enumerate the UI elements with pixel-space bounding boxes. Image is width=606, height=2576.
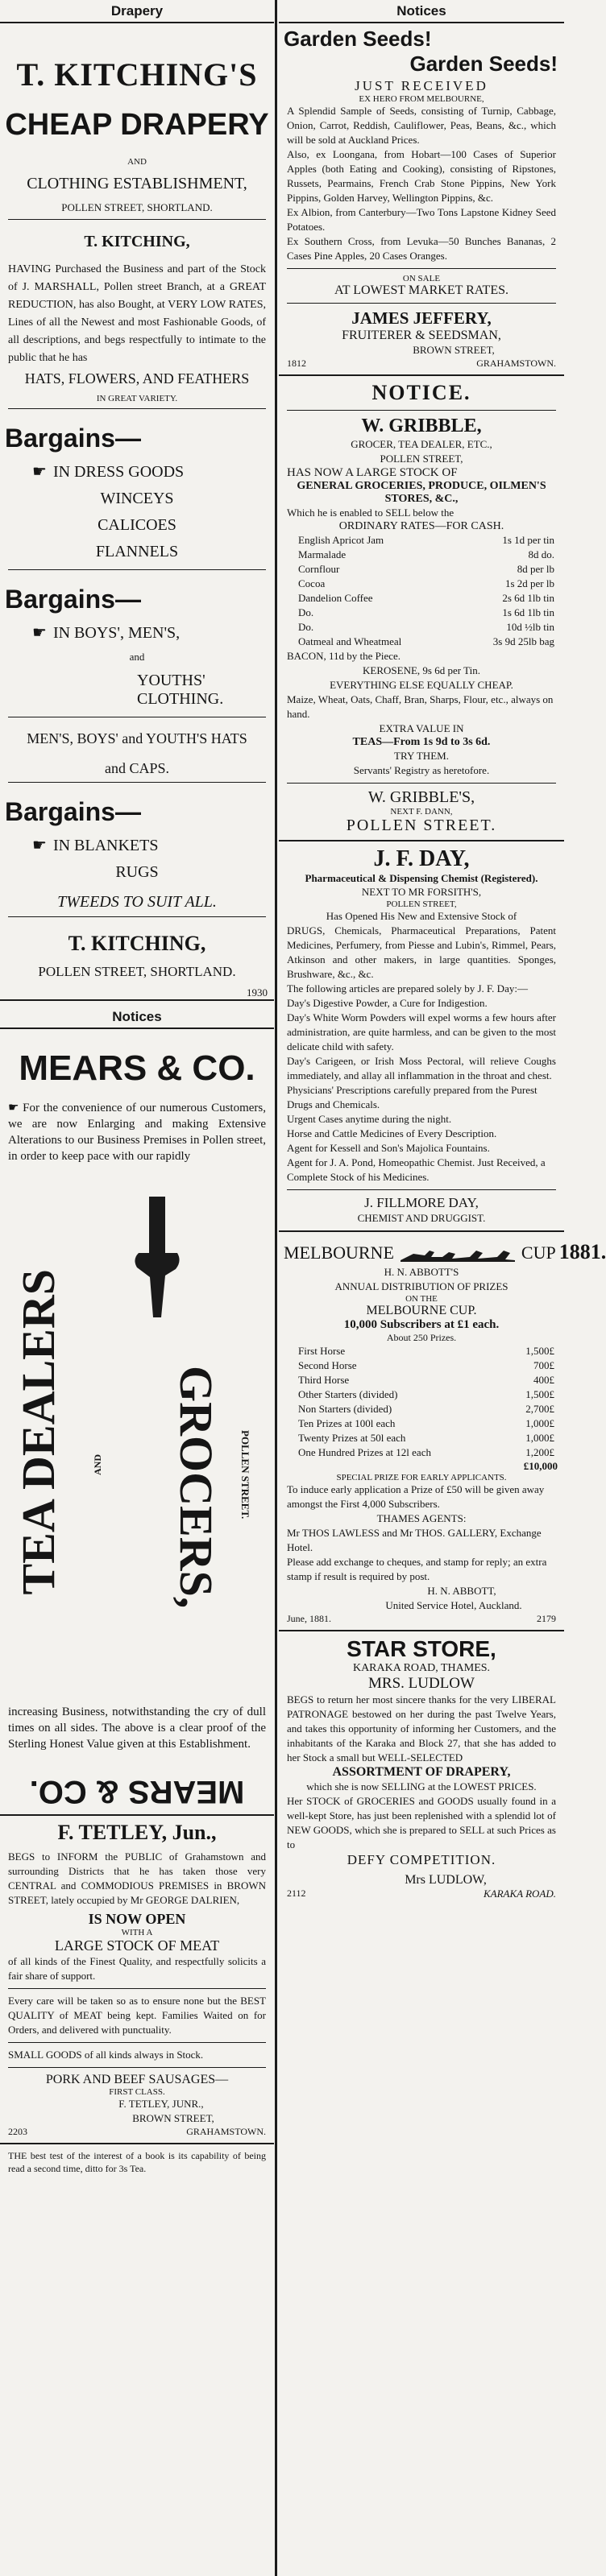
bargains-heading-1: Bargains— [5,424,141,453]
day-trade: Pharmaceutical & Dispensing Chemist (Registered). [305,872,538,884]
advert-number: 2179 [537,1613,556,1625]
prize-row-label: Non Starters (divided) [298,1403,392,1416]
tetley-pork: PORK AND BEEF SAUSAGES— [45,2073,229,2086]
bargain-item: RUGS [115,863,159,881]
price-row-value: 1s 2d per lb [504,577,554,589]
day-following: The following articles are prepared solely by J. F. Day:— [287,982,528,994]
day-body1: DRUGS, Chemicals, Pharmaceutical Preparations, Patent Medicines, Perfumery, from Piesse and Lubin's, Rimmel, Pears, Atkinson and other makers, in large quantities. Sponges, Brushware, &c., &c. [287,924,556,980]
day-opened: Has Opened His New and Extensive Stock of [326,910,517,922]
pointing-hand-icon: ☛ [32,463,47,481]
section-rule [0,1814,274,1816]
section-rule [279,374,564,376]
section-rule [0,2143,274,2144]
kitching-and: AND [127,157,147,167]
price-row-value: 1s 6d 1lb tin [502,606,554,618]
day-advert [279,846,564,1226]
gribble-pollen: POLLEN STREET. [346,817,497,834]
prize-row [279,1387,564,1402]
gribble-street: POLLEN STREET, [380,453,463,465]
tetley-small: SMALL GOODS of all kinds always in Stock. [8,2049,204,2061]
star-road: KARAKA ROAD, THAMES. [352,1662,491,1675]
section-rule [279,840,564,841]
day-p6: Horse and Cattle Medicines of Every Description. [287,1127,497,1139]
tetley-with: WITH A [121,1928,153,1937]
gribble-which: Which he is enabled to SELL below the [287,507,454,519]
bargain-item: FLANNELS [95,543,179,560]
tetley-body2: of all kinds of the Finest Quality, and respectfully solicits a fair share of support. [8,1955,266,1982]
prize-row-label: Ten Prizes at 100l each [298,1417,396,1430]
price-row-label: Do. [298,606,314,618]
price-row-label: Dandelion Coffee [298,592,373,604]
tetley-name: F. TETLEY, Jun., [57,1821,217,1844]
garden-rates: AT LOWEST MARKET RATES. [334,283,508,297]
star-store-advert [279,1636,564,1900]
day-p1: Day's Digestive Powder, a Cure for Indigestion. [287,997,488,1009]
gribble-notice: NOTICE. [371,381,471,404]
cup-title1: MELBOURNE [284,1243,394,1263]
section-rule [279,1630,564,1631]
cup-prize-list [279,1344,564,1460]
kitching-name: T. KITCHING'S [16,56,258,93]
kitching-body: HAVING Purchased the Business and part of the Stock of J. MARSHALL, Pollen street Branch, at a GREAT REDUCTION, has also Bought, at VERY LOW RATES, Lines of all the Newest and most Fashionable Goods, of all descriptions, and begs respectfully to intimate to the public that he has [8,263,266,364]
price-row-value: 8d per lb [517,563,554,575]
price-row-label: Oatmeal and Wheatmeal [298,635,402,647]
tetley-body1: BEGS to INFORM the PUBLIC of Grahamstown and surrounding Districts that he has taken those very CENTRAL and COMMODIOUS PREMISES in BROWN STREET, lately occupied by Mr GEORGE DALRIEN, [8,1850,266,1906]
price-row [279,548,564,562]
day-p8: Agent for J. A. Pond, Homeopathic Chemist. Just Received, a Complete Stock of his Medicines. [287,1156,546,1183]
cup-sig: H. N. ABBOTT, [427,1585,496,1598]
gribble-kerosene: KEROSENE, 9s 6d per Tin. [363,664,480,676]
prize-row [279,1431,564,1445]
garden-body2: Also, ex Loongana, from Hobart—100 Cases of Superior Apples (both Eating and Cooking), consisting of Ripstones, Russets, Pearmains, French Crab Stone Pippins, New York Pippins, Golden Harvey, Wellington Pippins, &c. [287,148,556,204]
price-row-value: 3s 9d 25lb bag [492,635,554,647]
prize-row-value: 1,500£ [525,1388,554,1401]
kitching-variety: IN GREAT VARIETY. [96,394,178,403]
bargain-item: ☛ IN DRESS GOODS [32,463,185,481]
bargain-item: ☛ IN BOYS', MEN'S, [32,624,181,642]
kitching-tweeds: TWEEDS TO SUIT ALL. [57,893,217,911]
star-title: STAR STORE, [347,1636,496,1662]
kitching-caps: and CAPS. [104,760,169,776]
price-row-value: 10d ½lb tin [506,621,554,633]
mears-outro: increasing Business, notwithstanding the cry of dull times on all sides. The above is a clear proof of the Sterling Honest Value given at this Establishment. [8,1706,266,1751]
pointing-hand-icon [129,1197,185,1317]
garden-trade: FRUITERER & SEEDSMAN, [342,329,501,342]
price-row-label: Do. [298,621,314,633]
divider [8,2067,266,2068]
cup-total: £10,000 [523,1460,558,1473]
garden-body3: Ex Albion, from Canterbury—Two Tons Lapstone Kidney Seed Potatoes. [287,206,556,233]
tetley-footer [0,2126,274,2138]
price-row [279,591,564,606]
prize-row [279,1416,564,1431]
prize-row [279,1445,564,1460]
cup-hotel: United Service Hotel, Auckland. [385,1599,522,1612]
cup-special: SPECIAL PRIZE FOR EARLY APPLICANTS. [336,1473,507,1483]
cup-title [279,1240,606,1265]
kitching-footer-addr: POLLEN STREET, SHORTLAND. [38,964,236,979]
kitching-footer-name: T. KITCHING, [68,932,206,955]
day-street: POLLEN STREET, [386,899,457,909]
garden-body4: Ex Southern Cross, from Levuka—50 Bunches Bananas, 2 Cases Pine Apples, 20 Cases Oranges. [287,235,556,262]
kitching-name2: T. KITCHING, [84,233,190,250]
mears-street: POLLEN STREET. [239,1430,251,1520]
gribble-servants: Servants' Registry as heretofore. [353,764,490,776]
cup-footer [279,1613,564,1625]
column-divider [275,0,277,2576]
divider [287,783,556,784]
cup-year: 1881. [558,1240,606,1263]
mears-tea-dealers: TEA DEALERS [12,1269,64,1595]
garden-body1: A Splendid Sample of Seeds, consisting of Turnip, Cabbage, Onion, Carrot, Reddish, Cauliflower, Peas, Beans, &c., which will be sold at Auckland Prices. [287,105,556,146]
divider [8,1988,266,1989]
day-p2: Day's White Worm Powders will expel worms a few hours after administration, are quite harmless, and can be given to the most delicate child with safety. [287,1011,556,1052]
star-sig: Mrs LUDLOW, [405,1873,487,1888]
tetley-advert [0,1821,274,2175]
tetley-body3: Every care will be taken so as to ensure none but the BEST QUALITY of MEAT being kept. Families Waited on for Orders, and delivered with punctuality. [8,1995,266,2036]
garden-h1: Garden Seeds! [284,27,432,51]
right-column [279,0,606,2576]
bargains-heading-2: Bargains— [5,585,141,614]
price-row-value: 1s 1d per tin [502,534,554,546]
section-head-notices: Notices [0,1006,274,1029]
day-name: J. F. DAY, [373,846,470,871]
kitching-menline: MEN'S, BOYS' and YOUTH'S HATS [27,730,247,746]
prize-row-value: 1,500£ [525,1345,554,1358]
garden-street: BROWN STREET, [413,344,495,356]
cup-title2: CUP [521,1243,556,1263]
cup-date: June, 1881. [287,1613,331,1625]
kitching-title: CHEAP DRAPERY [5,108,269,142]
price-row [279,577,564,591]
divider [8,2042,266,2043]
prize-row [279,1344,564,1358]
prize-row-label: Twenty Prizes at 50l each [298,1432,406,1445]
pointing-hand-icon: ☛ [32,837,47,854]
garden-just: JUST RECEIVED [355,78,488,93]
garden-seeds-advert [279,27,564,370]
price-row [279,635,564,649]
mears-grocers: GROCERS, [170,1366,222,1609]
divider [8,916,266,917]
tetley-sig: F. TETLEY, JUNR., [118,2098,204,2110]
cup-on: ON THE [405,1294,438,1305]
bargain-item: YOUTHS' CLOTHING. [137,672,224,708]
gribble-teas: TEAS—From 1s 9d to 3s 6d. [352,736,491,748]
left-column [0,0,274,2576]
price-row [279,562,564,577]
gribble-next: NEXT F. DANN, [390,807,453,817]
advert-number: 2112 [287,1888,306,1900]
tetley-sig3: GRAHAMSTOWN. [186,2126,266,2137]
price-row-label: Marmalade [298,548,347,560]
prize-row-label: One Hundred Prizes at 12l each [298,1446,431,1459]
mears-vertical-block [0,1164,274,1704]
divider [8,569,266,570]
prize-row-value: 1,000£ [525,1417,554,1430]
price-row [279,533,564,548]
price-row-value: 8d do. [528,548,554,560]
garden-footer [279,358,564,370]
garden-town: GRAHAMSTOWN. [476,358,556,369]
tetley-stock: LARGE STOCK OF MEAT [54,1937,220,1954]
gribble-price-list [279,533,564,649]
tetley-open: IS NOW OPEN [88,1911,186,1927]
price-row [279,606,564,620]
section-rule [0,999,274,1001]
mears-intro: ☛ For the convenience of our numerous Customers, we are now Enlarging and making Extensive Alterations to our Business Premises in Pollen street, in order to keep pace with our rapidly [8,1102,267,1163]
star-road2: KARAKA ROAD. [483,1888,556,1900]
prize-row-label: Third Horse [298,1374,350,1387]
star-assort: ASSORTMENT OF DRAPERY, [332,1765,511,1780]
bargain-item: and [129,651,145,663]
day-p5: Urgent Cases anytime during the night. [287,1113,452,1125]
prize-row-value: 1,000£ [525,1432,554,1445]
cup-annual: ANNUAL DISTRIBUTION OF PRIZES [334,1280,508,1293]
cup-abbott: H. N. ABBOTT'S [384,1266,459,1279]
garden-h2: Garden Seeds! [409,52,558,76]
garden-sale: ON SALE [402,274,441,283]
mears-bottom: MEARS & CO. [29,1774,245,1809]
gribble-gribbles: W. GRIBBLE'S, [367,788,475,806]
divider [287,1189,556,1190]
day-p7: Agent for Kessell and Son's Majolica Fountains. [287,1142,490,1154]
advert-number: 2203 [8,2126,27,2137]
prize-row-value: 700£ [533,1359,554,1372]
tea-note: THE best test of the interest of a book is its capability of being read a second time, ditto for 3s Tea. [8,2150,266,2174]
price-row-label: English Apricot Jam [298,534,384,546]
gribble-everything: EVERYTHING ELSE EQUALLY CHEAP. [330,679,513,691]
gribble-maize: Maize, Wheat, Oats, Chaff, Bran, Sharps, Flour, etc., always on hand. [287,693,554,720]
prize-row-label: First Horse [298,1345,346,1358]
pointing-hand-icon: ☛ [32,624,47,642]
gribble-has: HAS NOW A LARGE STOCK OF [287,466,458,479]
prize-row-label: Second Horse [298,1359,357,1372]
gribble-advert [279,381,564,835]
price-row-label: Cocoa [298,577,326,589]
price-row-value: 2s 6d 1lb tin [502,592,554,604]
prize-row [279,1358,564,1373]
divider [8,782,266,783]
divider [287,268,556,269]
section-head-notices: Notices [279,0,564,23]
star-mrs: MRS. LUDLOW [368,1675,475,1693]
divider [287,410,556,411]
star-defy: DEFY COMPETITION. [347,1852,496,1868]
kitching-title3: CLOTHING ESTABLISHMENT, [27,175,247,192]
gribble-trade: GROCER, TEA DEALER, ETC., [351,438,492,450]
racing-horses-icon [397,1246,518,1265]
cup-induce: To induce early application a Prize of £50 will be given away amongst the First 4,000 Subscribers. [287,1483,545,1511]
divider [287,303,556,304]
prize-row-value: 1,200£ [525,1446,554,1459]
cup-please: Please add exchange to cheques, and stamp for reply; an extra stamp if result is required by post. [287,1556,547,1583]
star-which: which she is now SELLING at the LOWEST PRICES. [306,1780,537,1793]
advert-number: 1812 [287,358,306,369]
day-next: NEXT TO MR FORSITH'S, [361,886,482,898]
day-p4: Physicians' Prescriptions carefully prepared from the Purest Drugs and Chemicals. [287,1084,538,1110]
divider [8,219,266,220]
melbourne-cup-advert [279,1240,606,1625]
bargain-item: WINCEYS [100,490,174,507]
kitching-advert [0,56,274,999]
cup-subs: 10,000 Subscribers at £1 each. [343,1318,500,1332]
bargains-heading-3: Bargains— [5,797,141,826]
garden-ex: EX HERO FROM MELBOURNE, [359,94,484,104]
star-footer [279,1888,564,1900]
price-row [279,620,564,635]
divider [8,408,266,409]
mears-title: MEARS & CO. [19,1048,255,1088]
advert-number: 1930 [247,986,268,999]
star-body2: Her STOCK of GROCERIES and GOODS usually found in a well-kept Store, has just been replenished with a splendid lot of NEW GOODS, which she is prepared to SELL at such Prices as to [287,1795,556,1851]
day-sig2: CHEMIST AND DRUGGIST. [357,1212,486,1224]
gribble-terms: TRY THEM. [394,750,449,762]
day-p3: Day's Carigeen, or Irish Moss Pectoral, will relieve Coughs immediately, and allay all inflammation in the throat and chest. [287,1055,556,1081]
gribble-extra: EXTRA VALUE IN [379,722,464,734]
prize-row [279,1402,564,1416]
price-row-label: Cornflour [298,563,340,575]
prize-row-value: 400£ [533,1374,554,1387]
bargain-item: ☛ IN BLANKETS [32,837,159,854]
tetley-sig2: BROWN STREET, [132,2112,214,2124]
cup-thames: THAMES AGENTS: [376,1512,467,1525]
section-head-drapery: Drapery [0,0,274,23]
day-sig: J. FILLMORE DAY, [364,1195,479,1210]
tetley-first: FIRST CLASS. [109,2087,165,2097]
section-rule [279,1230,564,1232]
cup-melbourne: MELBOURNE CUP. [366,1304,477,1318]
bargain-item: CALICOES [98,516,176,534]
gribble-name: W. GRIBBLE, [361,416,482,436]
pointing-hand-icon: ☛ [8,1102,23,1114]
garden-name: JAMES JEFFERY, [351,308,492,328]
mears-and: AND [92,1454,103,1475]
kitching-hats: HATS, FLOWERS, AND FEATHERS [24,370,250,387]
gribble-general: GENERAL GROCERIES, PRODUCE, OILMEN'S STORES, &C., [297,480,546,505]
cup-agents: Mr THOS LAWLESS and Mr THOS. GALLERY, Exchange Hotel. [287,1527,542,1554]
cup-about: About 250 Prizes. [386,1332,457,1344]
prize-row-value: 2,700£ [525,1403,554,1416]
mears-advert [0,1048,274,1809]
prize-row-label: Other Starters (divided) [298,1388,398,1401]
gribble-bacon: BACON, 11d by the Piece. [287,650,401,662]
gribble-ordinary: ORDINARY RATES—FOR CASH. [338,520,504,532]
kitching-address: POLLEN STREET, SHORTLAND. [61,201,213,213]
prize-row [279,1373,564,1387]
star-body1: BEGS to return her most sincere thanks for the very LIBERAL PATRONAGE bestowed on her during the past Twelve Years, and takes this opportunity of informing her Customers, and the inhabitants of the Karaka and Block 27, that she has added to her Stock a small but WELL-SELECTED [287,1693,556,1764]
